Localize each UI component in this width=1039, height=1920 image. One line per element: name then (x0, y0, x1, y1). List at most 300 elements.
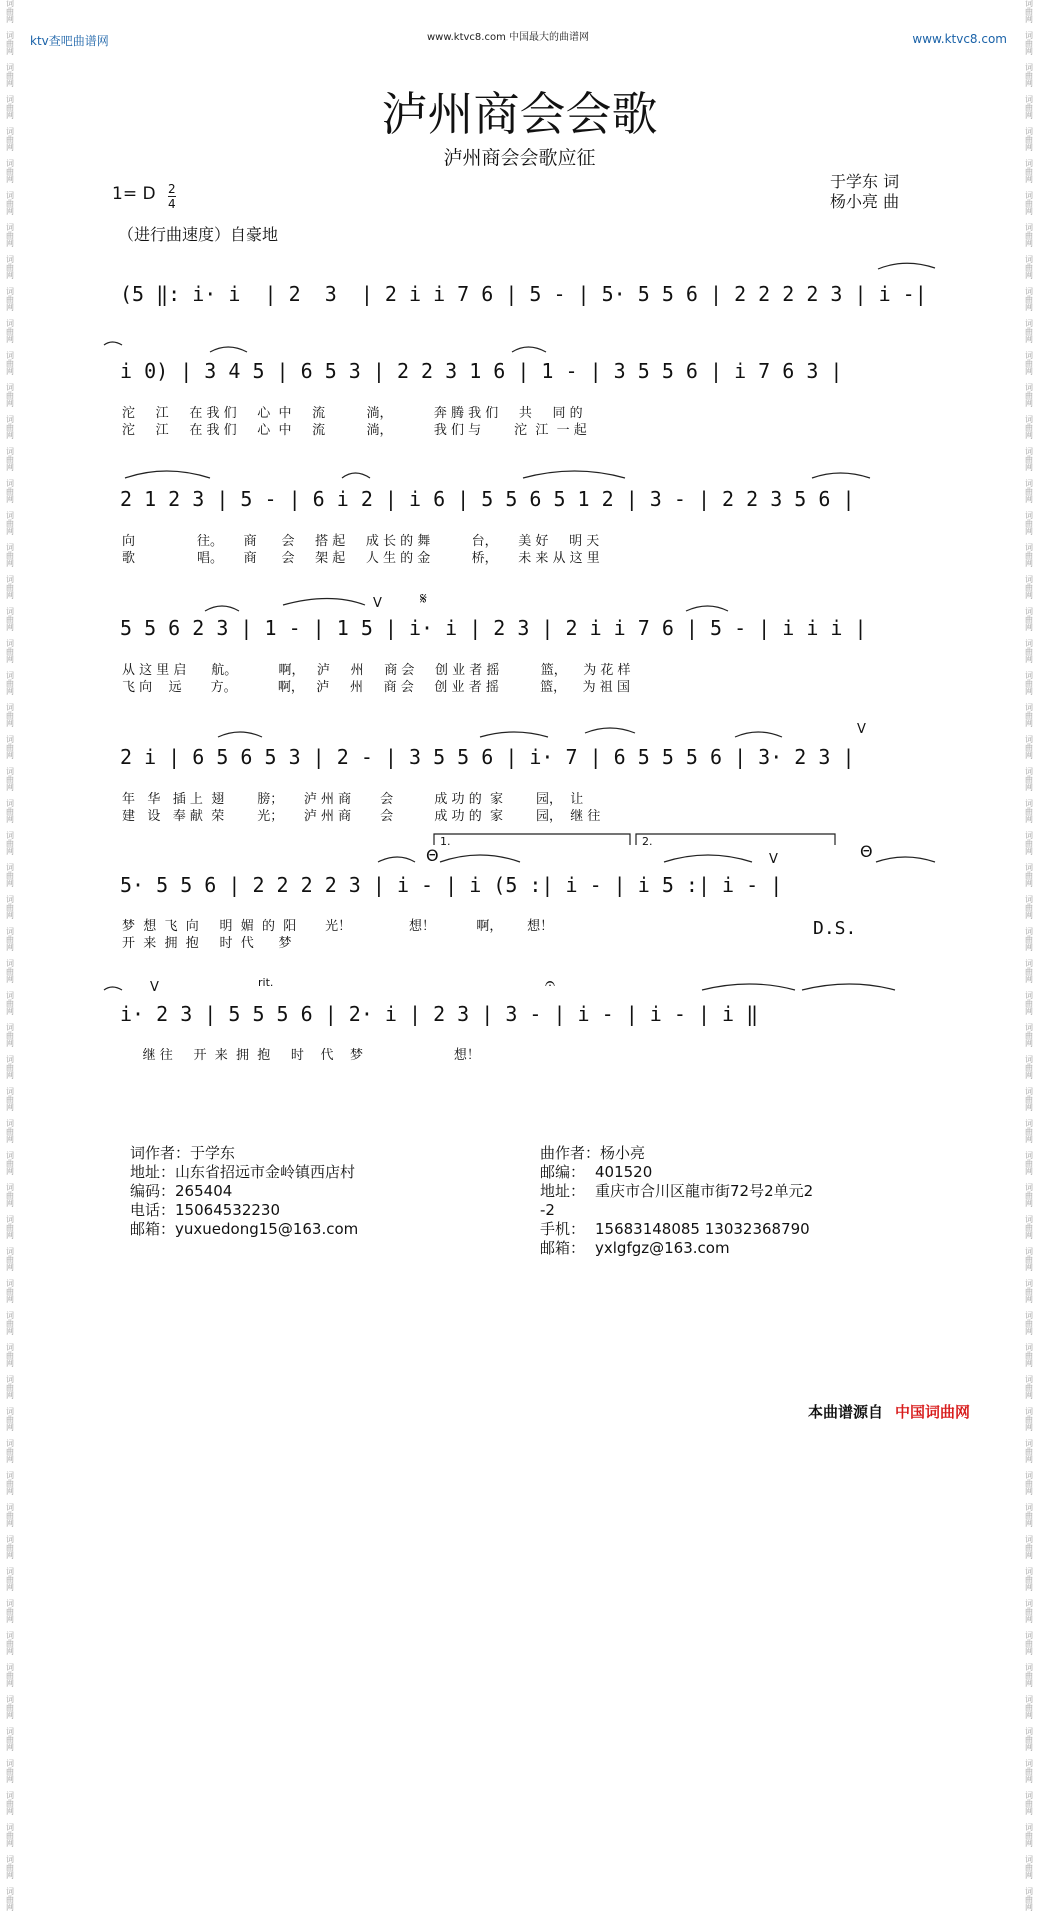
source-label: 本曲谱源自 (808, 1403, 884, 1421)
watermark-char: 词 (1025, 1279, 1033, 1288)
watermark-char: 网 (1025, 1743, 1033, 1752)
watermark-char: 网 (1025, 911, 1033, 920)
composer-postcode-row (540, 1163, 900, 1182)
watermark-char: 词 (1025, 575, 1033, 584)
watermark-char: 网 (6, 1327, 14, 1336)
watermark-char: 词 (1025, 1759, 1033, 1768)
lyricist-email-row (130, 1220, 358, 1239)
watermark-char: 词 (1025, 1311, 1033, 1320)
system-6-lyric-2: 开 来 拥 抱 时 代 梦 (122, 936, 292, 951)
watermark-char: 曲 (6, 295, 14, 304)
watermark-char: 词 (1025, 415, 1033, 424)
watermark-char: 词 (1025, 831, 1033, 840)
watermark-char: 曲 (1025, 1479, 1033, 1488)
watermark-char: 词 (1025, 671, 1033, 680)
watermark-char: 词 (1025, 255, 1033, 264)
watermark-char: 词 (1025, 223, 1033, 232)
composer-address: 重庆市合川区龍市街72号2单元2 (595, 1182, 814, 1200)
watermark-char: 曲 (1025, 871, 1033, 880)
watermark-char: 网 (6, 143, 14, 152)
watermark-char: 词 (1025, 511, 1033, 520)
watermark-char: 词 (6, 1599, 14, 1608)
system-2-lyric-1: 沱 江 在 我 们 心 中 流 淌， 奔 腾 我 们 共 同 的 (122, 406, 583, 421)
watermark-char: 词 (1025, 1023, 1033, 1032)
watermark-char: 曲 (1025, 1159, 1033, 1168)
watermark-char: 曲 (1025, 1895, 1033, 1904)
watermark-char: 曲 (6, 1735, 14, 1744)
watermark-char: 词 (6, 543, 14, 552)
watermark-char: 曲 (1025, 39, 1033, 48)
system-1-notes: (5 ‖: i· i | 2 3 | 2 i i 7 6 | 5 - | 5· 5 5 6 | 2 2 2 2 3 | i -| (120, 282, 927, 306)
watermark-char: 词 (6, 63, 14, 72)
watermark-char: 曲 (6, 135, 14, 144)
watermark-char: 曲 (1025, 1767, 1033, 1776)
watermark-char: 词 (1025, 959, 1033, 968)
watermark-char: 网 (6, 815, 14, 824)
lyricist-email[interactable]: yuxuedong15@163.com (175, 1220, 359, 1238)
watermark-char: 词 (6, 447, 14, 456)
watermark-char: 词 (1025, 351, 1033, 360)
watermark-char: 曲 (1025, 455, 1033, 464)
watermark-char: 网 (1025, 1359, 1033, 1368)
composer-contact (540, 1144, 900, 1258)
watermark-char: 曲 (1025, 71, 1033, 80)
watermark-char: 词 (6, 223, 14, 232)
system-4-lyric-2: 飞 向 远 方。 啊， 泸 州 商 会 创 业 者 摇 篮， 为 祖 国 (122, 680, 630, 695)
watermark-char: 词 (6, 159, 14, 168)
watermark-char: 词 (6, 671, 14, 680)
watermark-char: 词 (1025, 1599, 1033, 1608)
watermark-char: 网 (1025, 335, 1033, 344)
watermark-char: 词 (1025, 63, 1033, 72)
watermark-char: 词 (1025, 127, 1033, 136)
watermark-char: 曲 (6, 615, 14, 624)
watermark-char: 网 (1025, 143, 1033, 152)
watermark-char: 曲 (6, 7, 14, 16)
watermark-char: 词 (1025, 1343, 1033, 1352)
lyricist-contact (130, 1144, 358, 1239)
lyricist-name-row (130, 1144, 358, 1163)
field-label: 曲作者： (540, 1144, 601, 1162)
watermark-char: 曲 (6, 1511, 14, 1520)
watermark-char: 曲 (6, 1415, 14, 1424)
watermark-char: 网 (6, 879, 14, 888)
watermark-char: 词 (6, 927, 14, 936)
watermark-char: 网 (1025, 1615, 1033, 1624)
watermark-char: 曲 (6, 1607, 14, 1616)
watermark-char: 曲 (6, 359, 14, 368)
watermark-char: 曲 (1025, 1831, 1033, 1840)
breath-mark: V (857, 722, 866, 737)
credits (830, 172, 899, 212)
watermark-char: 网 (1025, 1327, 1033, 1336)
system-5-lyric-2: 建 设 奉 献 荣 光； 泸 州 商 会 成 功 的 家 园， 继 往 (122, 809, 601, 824)
watermark-char: 词 (6, 575, 14, 584)
watermark-char: 网 (6, 1263, 14, 1272)
watermark-char: 曲 (6, 967, 14, 976)
watermark-char: 网 (1025, 1903, 1033, 1912)
watermark-char: 曲 (1025, 423, 1033, 432)
watermark-char: 网 (1025, 1871, 1033, 1880)
watermark-char: 曲 (1025, 1191, 1033, 1200)
watermark-char: 词 (1025, 31, 1033, 40)
composer-postcode: 401520 (595, 1163, 653, 1181)
watermark-char: 曲 (1025, 487, 1033, 496)
watermark-char: 曲 (1025, 1639, 1033, 1648)
watermark-char: 词 (1025, 767, 1033, 776)
watermark-char: 曲 (1025, 231, 1033, 240)
watermark-char: 网 (6, 559, 14, 568)
watermark-char: 曲 (1025, 1447, 1033, 1456)
watermark-char: 词 (6, 1823, 14, 1832)
watermark-char: 曲 (6, 327, 14, 336)
watermark-char: 词 (6, 1503, 14, 1512)
watermark-char: 词 (1025, 1183, 1033, 1192)
composer-address-cont: -2 (540, 1201, 555, 1219)
ds-instruction: D.S. (813, 918, 857, 939)
composer-credit: 杨小亮 曲 (830, 192, 900, 211)
watermark-char: 曲 (1025, 295, 1033, 304)
watermark-char: 曲 (6, 1639, 14, 1648)
watermark-char: 曲 (1025, 1575, 1033, 1584)
watermark-char: 曲 (1025, 647, 1033, 656)
watermark-char: 网 (1025, 591, 1033, 600)
system-3-notes: 2 1 2 3 | 5 - | 6 i 2 | i 6 | 5 5 6 5 1 2 | 3 - | 2 2 3 5 6 | (120, 487, 855, 511)
watermark-char: 词 (6, 735, 14, 744)
lyricist-postcode: 265404 (175, 1182, 233, 1200)
watermark-char: 词 (6, 95, 14, 104)
watermark-char: 曲 (6, 1223, 14, 1232)
watermark-char: 曲 (6, 1127, 14, 1136)
watermark-char: 网 (1025, 1839, 1033, 1848)
breath-mark: V (150, 980, 159, 995)
field-label: 编码： (130, 1182, 176, 1200)
watermark-char: 曲 (1025, 1863, 1033, 1872)
watermark-char: 曲 (1025, 519, 1033, 528)
watermark-char: 词 (6, 479, 14, 488)
watermark-char: 网 (1025, 239, 1033, 248)
watermark-char: 词 (6, 1151, 14, 1160)
watermark-char: 词 (1025, 1375, 1033, 1384)
watermark-char: 曲 (1025, 743, 1033, 752)
source-footer (808, 1401, 970, 1422)
watermark-char: 网 (1025, 495, 1033, 504)
lyricist-postcode-row (130, 1182, 358, 1201)
tempo-marking: （进行曲速度）自豪地 (118, 225, 279, 244)
watermark-char: 网 (1025, 687, 1033, 696)
lyricist-address-row (130, 1163, 358, 1182)
watermark-gap (1021, 1912, 1037, 1920)
watermark-char: 词 (1025, 703, 1033, 712)
watermark-char: 曲 (1025, 775, 1033, 784)
composer-email[interactable]: yxlgfgz@163.com (595, 1239, 730, 1257)
watermark-char: 词 (6, 831, 14, 840)
watermark-char: 网 (1025, 847, 1033, 856)
watermark-char: 网 (1025, 1263, 1033, 1272)
watermark-char: 网 (1025, 1647, 1033, 1656)
watermark-char: 词 (6, 991, 14, 1000)
watermark-char: 网 (6, 399, 14, 408)
watermark-char: 曲 (6, 1287, 14, 1296)
watermark-char: 词 (6, 959, 14, 968)
watermark-char: 曲 (6, 455, 14, 464)
watermark-char: 网 (6, 527, 14, 536)
watermark-char: 词 (6, 0, 14, 8)
watermark-char: 曲 (1025, 1735, 1033, 1744)
watermark-char: 网 (6, 1775, 14, 1784)
lyricist-name: 于学东 (190, 1144, 236, 1162)
watermark-char: 曲 (6, 935, 14, 944)
watermark-char: 曲 (6, 1895, 14, 1904)
watermark-char: 词 (1025, 1151, 1033, 1160)
watermark-char: 网 (1025, 975, 1033, 984)
watermark-char: 网 (6, 719, 14, 728)
field-label: 地址： (130, 1163, 176, 1181)
watermark-char: 网 (6, 1679, 14, 1688)
watermark-char: 曲 (6, 71, 14, 80)
watermark-char: 网 (1025, 943, 1033, 952)
watermark-char: 网 (1025, 207, 1033, 216)
breath-mark: V (769, 852, 778, 867)
watermark-char: 曲 (6, 423, 14, 432)
watermark-char: 曲 (1025, 327, 1033, 336)
watermark-char: 曲 (1025, 679, 1033, 688)
watermark-char: 词 (6, 1375, 14, 1384)
watermark-char: 曲 (6, 551, 14, 560)
watermark-char: 网 (1025, 1007, 1033, 1016)
watermark-char: 词 (6, 1055, 14, 1064)
watermark-char: 网 (6, 1519, 14, 1528)
watermark-char: 词 (1025, 1439, 1033, 1448)
watermark-char: 词 (1025, 927, 1033, 936)
watermark-char: 词 (1025, 1695, 1033, 1704)
watermark-char: 曲 (1025, 839, 1033, 848)
watermark-char: 网 (6, 847, 14, 856)
watermark-char: 网 (6, 783, 14, 792)
segno-sign: 𝄋 (420, 589, 427, 608)
watermark-char: 词 (1025, 543, 1033, 552)
watermark-char: 词 (1025, 1087, 1033, 1096)
watermark-char: 曲 (1025, 903, 1033, 912)
watermark-char: 词 (6, 1279, 14, 1288)
system-4-lyric-1: 从 这 里 启 航。 啊， 泸 州 商 会 创 业 者 摇 篮， 为 花 样 (122, 663, 631, 678)
watermark-char: 网 (6, 751, 14, 760)
watermark-char: 曲 (1025, 135, 1033, 144)
system-5-lyric-1: 年 华 插 上 翅 膀； 泸 州 商 会 成 功 的 家 园， 让 (122, 792, 584, 807)
watermark-char: 曲 (6, 391, 14, 400)
watermark-char: 词 (1025, 1727, 1033, 1736)
watermark-char: 曲 (6, 679, 14, 688)
watermark-char: 网 (1025, 175, 1033, 184)
watermark-char: 词 (1025, 895, 1033, 904)
watermark-char: 曲 (6, 1351, 14, 1360)
watermark-char: 词 (1025, 1535, 1033, 1544)
watermark-char: 网 (1025, 367, 1033, 376)
watermark-char: 网 (6, 1583, 14, 1592)
watermark-char: 网 (1025, 271, 1033, 280)
watermark-char: 词 (1025, 1855, 1033, 1864)
watermark-char: 网 (6, 15, 14, 24)
time-signature-bottom: 4 (168, 197, 176, 211)
watermark-char: 词 (1025, 287, 1033, 296)
watermark-char: 网 (6, 1359, 14, 1368)
watermark-char: 曲 (6, 1063, 14, 1072)
watermark-char: 词 (6, 1759, 14, 1768)
watermark-char: 曲 (1025, 1799, 1033, 1808)
watermark-char: 网 (1025, 303, 1033, 312)
watermark-char: 网 (1025, 527, 1033, 536)
watermark-char: 网 (1025, 1071, 1033, 1080)
watermark-char: 词 (1025, 159, 1033, 168)
watermark-char: 词 (6, 1439, 14, 1448)
watermark-char: 曲 (6, 263, 14, 272)
watermark-char: 网 (1025, 1455, 1033, 1464)
watermark-char: 词 (6, 1311, 14, 1320)
watermark-char: 曲 (1025, 263, 1033, 272)
watermark-char: 网 (1025, 1487, 1033, 1496)
watermark-char: 曲 (1025, 999, 1033, 1008)
system-5-notes: 2 i | 6 5 6 5 3 | 2 - | 3 5 5 6 | i· 7 | 6 5 5 5 6 | 3· 2 3 | (120, 745, 855, 769)
watermark-char: 曲 (1025, 391, 1033, 400)
header-left-site[interactable]: ktv查吧曲谱网 (30, 34, 109, 48)
watermark-char: 词 (6, 1023, 14, 1032)
watermark-char: 词 (1025, 479, 1033, 488)
watermark-char: 词 (6, 1791, 14, 1800)
watermark-char: 网 (6, 1839, 14, 1848)
watermark-char: 曲 (6, 583, 14, 592)
watermark-char: 曲 (6, 39, 14, 48)
watermark-char: 网 (6, 431, 14, 440)
field-label: 邮箱： (130, 1220, 176, 1238)
watermark-char: 曲 (6, 1319, 14, 1328)
watermark-char: 网 (1025, 751, 1033, 760)
system-7-lyric-1: 继 往 开 来 拥 抱 时 代 梦 想！ (122, 1048, 480, 1063)
watermark-char: 词 (1025, 1215, 1033, 1224)
watermark-char: 网 (1025, 1519, 1033, 1528)
system-7-notes: i· 2 3 | 5 5 5 6 | 2· i | 2 3 | 3 - | i - | i - | i ‖ (120, 1002, 759, 1026)
watermark-char: 词 (6, 607, 14, 616)
watermark-char: 曲 (6, 1575, 14, 1584)
watermark-char: 词 (6, 1887, 14, 1896)
composer-name: 杨小亮 (600, 1144, 646, 1162)
watermark-char: 网 (6, 1391, 14, 1400)
watermark-char: 曲 (1025, 1607, 1033, 1616)
watermark-char: 网 (1025, 719, 1033, 728)
watermark-char: 词 (1025, 1119, 1033, 1128)
watermark-char: 网 (1025, 1423, 1033, 1432)
watermark-char: 网 (6, 1423, 14, 1432)
watermark-char: 曲 (1025, 1319, 1033, 1328)
source-site-link[interactable]: 中国词曲网 (895, 1403, 971, 1421)
watermark-char: 网 (6, 655, 14, 664)
watermark-char: 网 (6, 111, 14, 120)
watermark-char: 词 (6, 895, 14, 904)
header-center-site[interactable]: www.ktvc8.com 中国最大的曲谱网 (427, 32, 590, 43)
watermark-char: 词 (6, 351, 14, 360)
watermark-char: 词 (6, 511, 14, 520)
watermark-char: 词 (6, 1663, 14, 1672)
watermark-char: 网 (6, 943, 14, 952)
watermark-char: 网 (6, 1231, 14, 1240)
field-label: 邮箱： (540, 1239, 586, 1257)
coda-sign: Θ (426, 846, 439, 865)
coda-sign: Θ (860, 842, 873, 861)
composer-address-row (540, 1182, 900, 1201)
watermark-char: 曲 (6, 839, 14, 848)
system-3-lyric-1: 向 往。 商 会 搭 起 成 长 的 舞 台， 美 好 明 天 (122, 534, 600, 549)
watermark-char: 网 (6, 495, 14, 504)
watermark-char: 曲 (6, 199, 14, 208)
watermark-char: 网 (1025, 1807, 1033, 1816)
header-right-site[interactable]: www.ktvc8.com (912, 32, 1007, 46)
key-signature: 1= D (112, 184, 156, 204)
watermark-char: 网 (1025, 1583, 1033, 1592)
watermark-char: 网 (6, 175, 14, 184)
watermark-char: 词 (6, 1119, 14, 1128)
watermark-char: 词 (6, 1567, 14, 1576)
watermark-char: 曲 (6, 1095, 14, 1104)
breath-mark: V (373, 596, 382, 611)
watermark-char: 词 (6, 703, 14, 712)
system-2-lyric-2: 沱 江 在 我 们 心 中 流 淌， 我 们 与 沱 江 一 起 (122, 423, 587, 438)
watermark-char: 网 (6, 1871, 14, 1880)
watermark-char: 词 (6, 1727, 14, 1736)
watermark-char: 词 (1025, 1503, 1033, 1512)
watermark-char: 网 (1025, 111, 1033, 120)
field-label: 词作者： (130, 1144, 191, 1162)
watermark-char: 网 (1025, 623, 1033, 632)
field-label: 电话： (130, 1201, 176, 1219)
first-ending-label: 1. (440, 835, 451, 848)
watermark-char: 网 (1025, 1231, 1033, 1240)
watermark-char: 曲 (6, 519, 14, 528)
watermark-gap (2, 1912, 18, 1920)
watermark-char: 词 (6, 1631, 14, 1640)
watermark-char: 曲 (6, 1543, 14, 1552)
watermark-char: 网 (1025, 1711, 1033, 1720)
watermark-char: 词 (6, 191, 14, 200)
watermark-char: 网 (1025, 1167, 1033, 1176)
watermark-char: 网 (6, 239, 14, 248)
lyricist-credit: 于学东 词 (830, 172, 900, 191)
watermark-char: 曲 (1025, 583, 1033, 592)
watermark-char: 词 (6, 799, 14, 808)
watermark-char: 曲 (6, 999, 14, 1008)
watermark-char: 曲 (1025, 1703, 1033, 1712)
watermark-char: 网 (6, 207, 14, 216)
watermark-char: 词 (1025, 447, 1033, 456)
watermark-char: 词 (6, 127, 14, 136)
watermark-char: 曲 (6, 647, 14, 656)
watermark-char: 词 (6, 1695, 14, 1704)
watermark-char: 词 (6, 319, 14, 328)
watermark-char: 词 (1025, 799, 1033, 808)
watermark-char: 网 (6, 1167, 14, 1176)
watermark-char: 曲 (1025, 615, 1033, 624)
watermark-char: 词 (1025, 607, 1033, 616)
watermark-char: 曲 (6, 775, 14, 784)
left-watermark-strip (2, 0, 18, 1912)
watermark-char: 网 (6, 1295, 14, 1304)
watermark-char: 词 (1025, 1247, 1033, 1256)
watermark-char: 词 (1025, 991, 1033, 1000)
watermark-char: 词 (1025, 0, 1033, 8)
watermark-char: 网 (6, 1903, 14, 1912)
watermark-char: 曲 (6, 1447, 14, 1456)
watermark-char: 曲 (1025, 807, 1033, 816)
watermark-char: 网 (1025, 399, 1033, 408)
watermark-char: 网 (6, 1199, 14, 1208)
